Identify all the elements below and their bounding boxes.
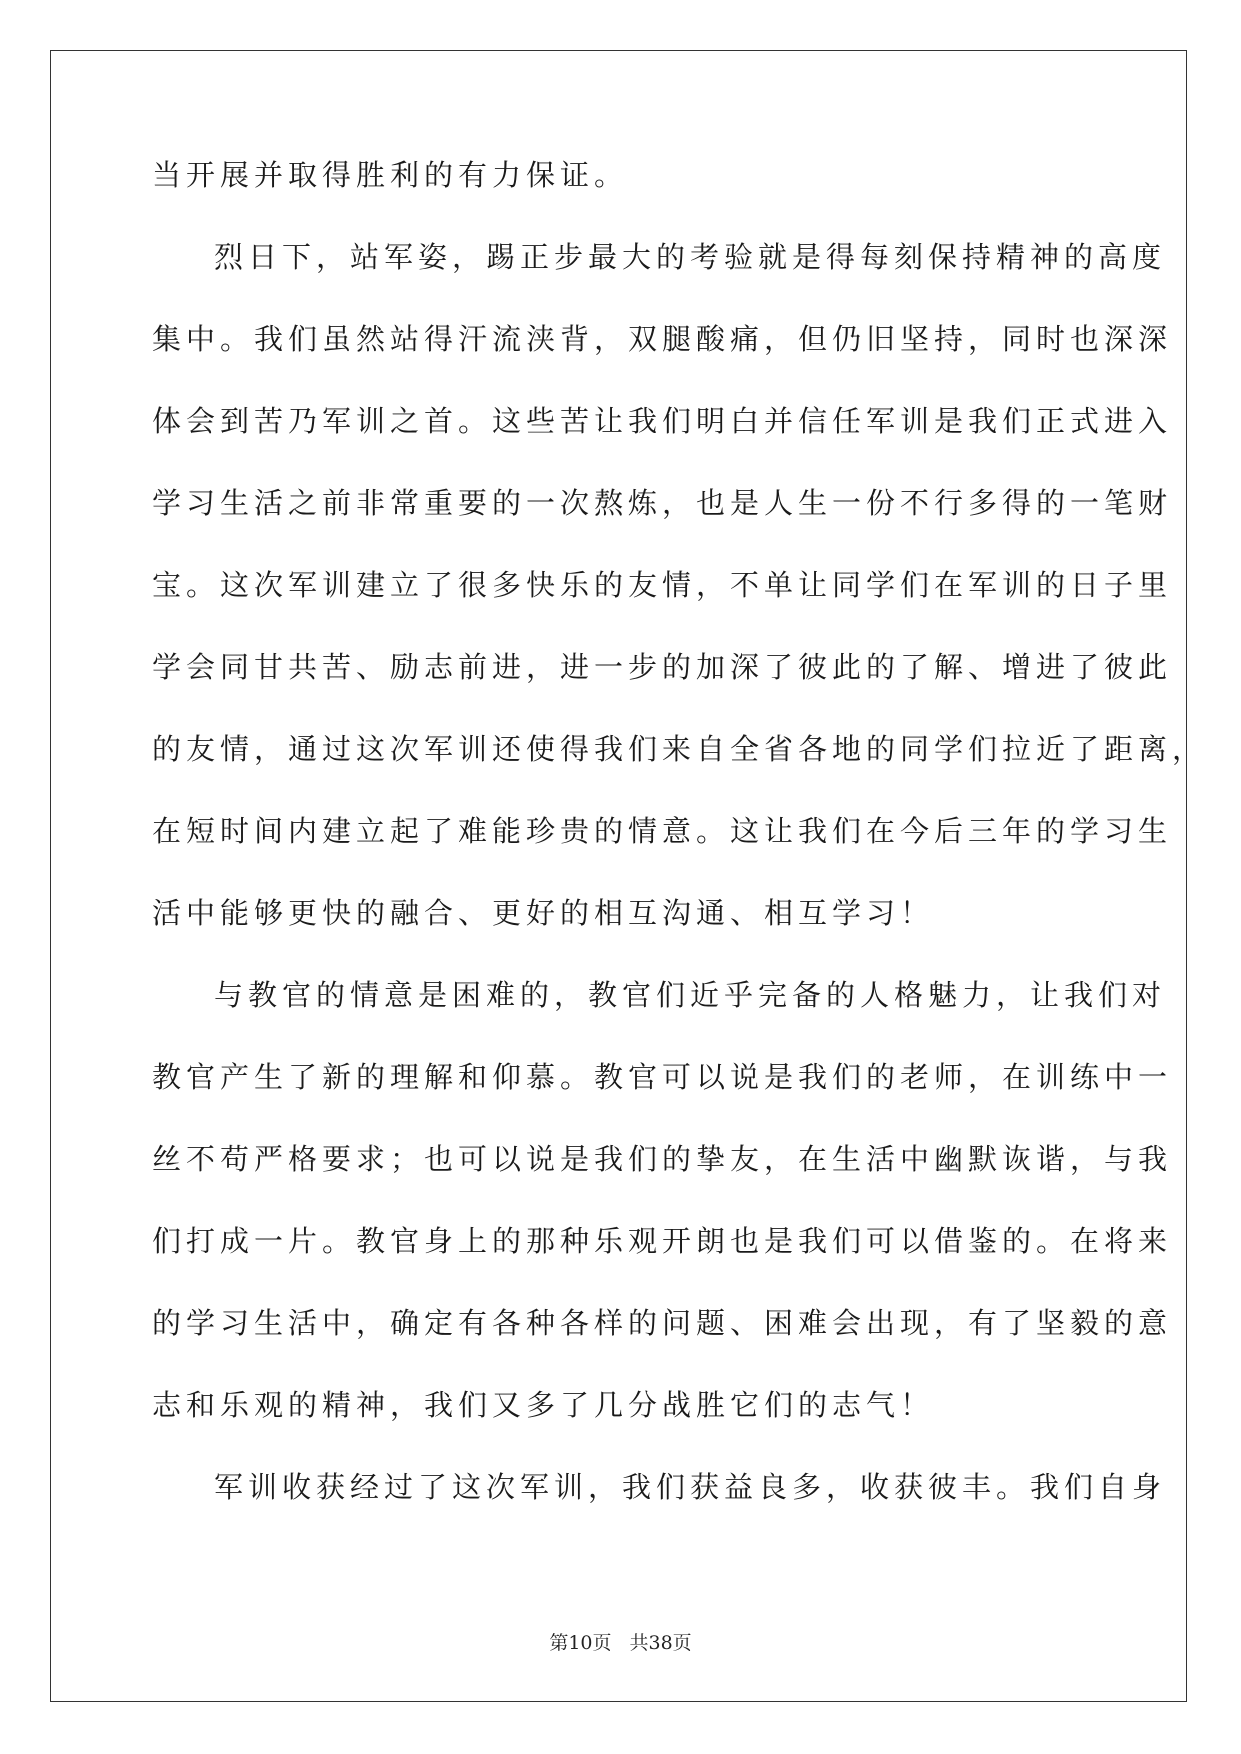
text-line: 当开展并取得胜利的有力保证。: [152, 158, 629, 192]
text-line: 活中能够更快的融合、更好的相互沟通、相互学习！: [152, 896, 935, 930]
text-line: 的友情，通过这次军训还使得我们来自全省各地的同学们拉近了距离，: [152, 732, 1207, 766]
text-line: 的学习生活中，确定有各种各样的问题、困难会出现，有了坚毅的意: [152, 1306, 1173, 1340]
page-total: 共38页: [629, 1632, 692, 1654]
page-footer: [0, 1628, 1241, 1655]
text-line: 志和乐观的精神，我们又多了几分战胜它们的志气！: [152, 1388, 935, 1422]
text-line: 学习生活之前非常重要的一次熬炼，也是人生一份不行多得的一笔财: [152, 486, 1173, 520]
text-line: 军训收获经过了这次军训，我们获益良多，收获彼丰。我们自身: [214, 1470, 1167, 1504]
page-number: 第10页: [549, 1632, 612, 1654]
text-line: 集中。我们虽然站得汗流浃背，双腿酸痛，但仍旧坚持，同时也深深: [152, 322, 1173, 356]
text-line: 在短时间内建立起了难能珍贵的情意。这让我们在今后三年的学习生: [152, 814, 1173, 848]
text-line: 宝。这次军训建立了很多快乐的友情，不单让同学们在军训的日子里: [152, 568, 1173, 602]
document-body: [152, 158, 1207, 1554]
text-line: 们打成一片。教官身上的那种乐观开朗也是我们可以借鉴的。在将来: [152, 1224, 1173, 1258]
text-line: 烈日下，站军姿，踢正步最大的考验就是得每刻保持精神的高度: [214, 240, 1167, 274]
text-line: 与教官的情意是困难的，教官们近乎完备的人格魅力，让我们对: [214, 978, 1167, 1012]
text-line: 教官产生了新的理解和仰慕。教官可以说是我们的老师，在训练中一: [152, 1060, 1173, 1094]
text-line: 丝不苟严格要求；也可以说是我们的挚友，在生活中幽默诙谐，与我: [152, 1142, 1173, 1176]
text-line: 学会同甘共苦、励志前进，进一步的加深了彼此的了解、增进了彼此: [152, 650, 1173, 684]
text-line: 体会到苦乃军训之首。这些苦让我们明白并信任军训是我们正式进入: [152, 404, 1173, 438]
